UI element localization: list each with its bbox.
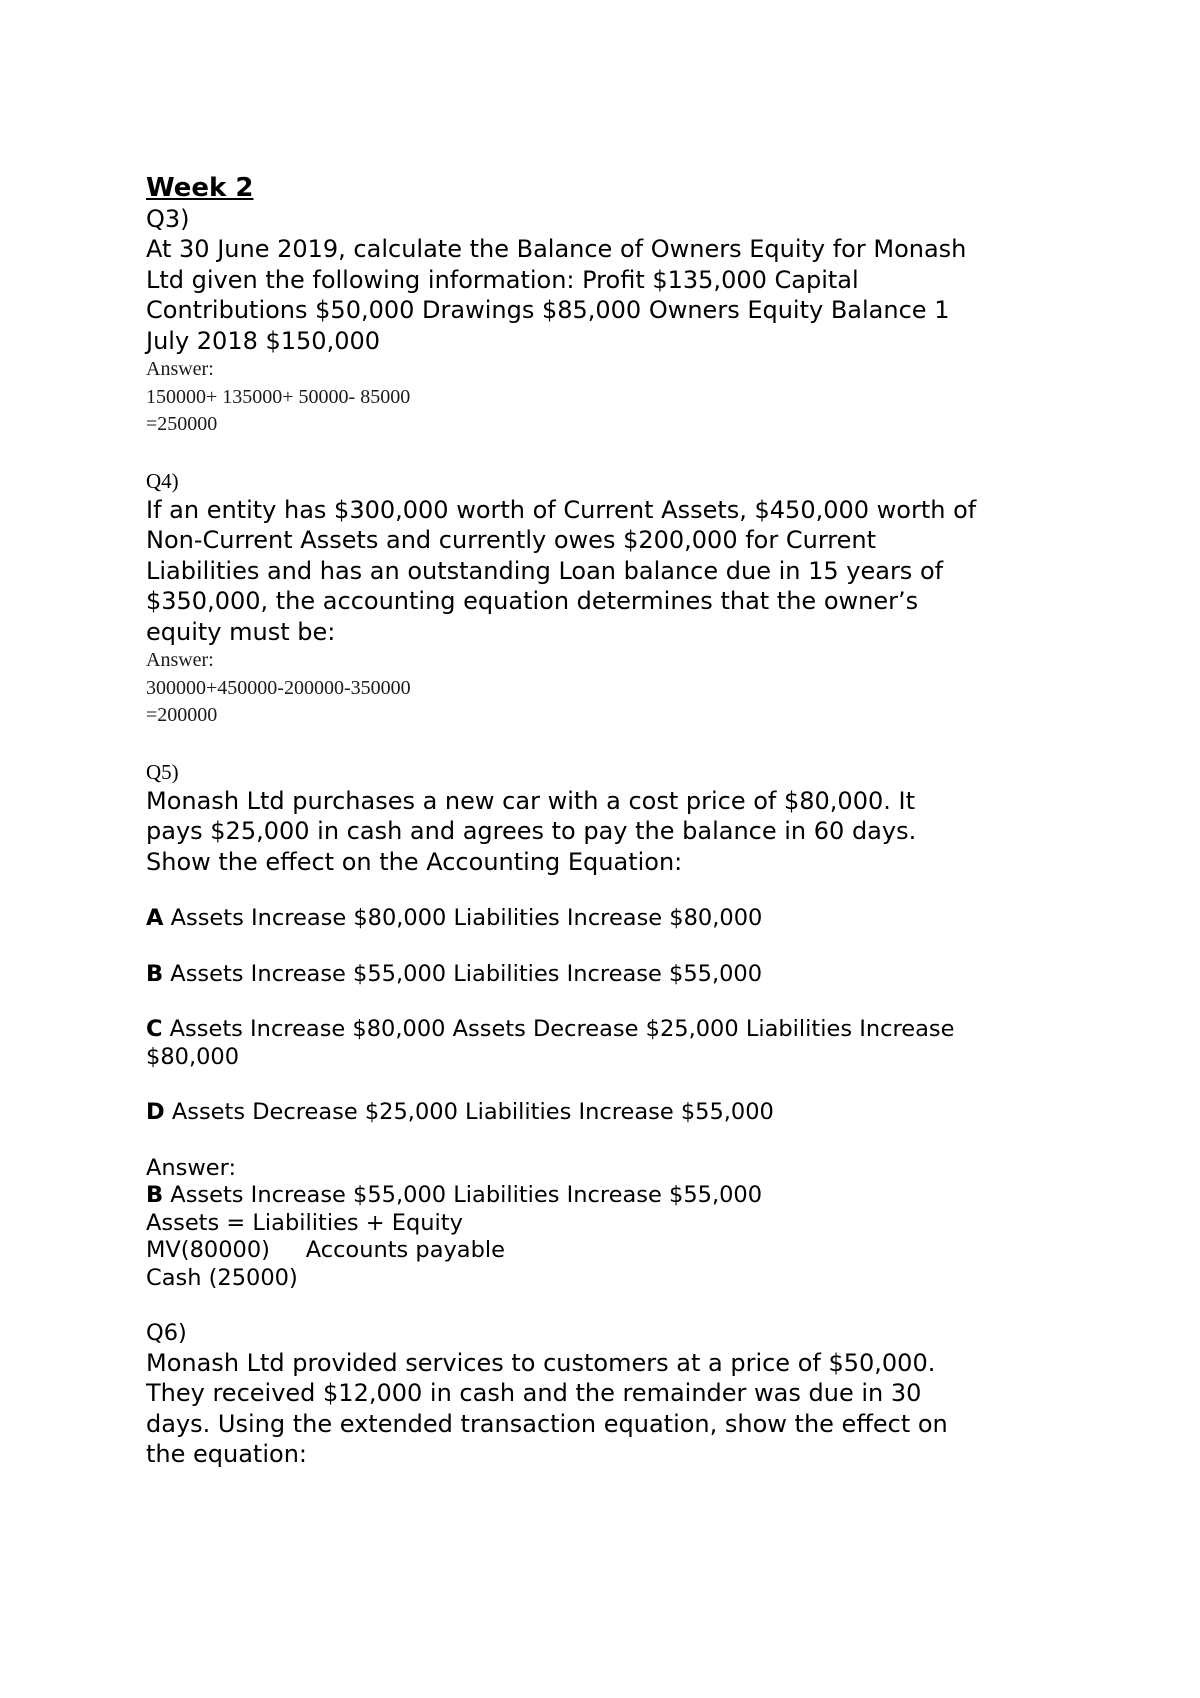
working-line: Assets = Liabilities + Equity [146,1209,463,1236]
answer-label: Answer: [146,358,214,380]
question-label: Q3) [146,205,190,233]
answer-line: 300000+450000-200000-350000 [146,676,411,699]
answer-choice [146,1182,1086,1210]
question-label: Q6) [146,1320,187,1346]
question-text-line: At 30 June 2019, calculate the Balance of Owners Equity for Monash [146,235,967,263]
option-letter: A [146,905,164,931]
question-q3 [146,204,1086,439]
option-text: Assets Decrease $25,000 Liabilities Increase $55,000 [164,1099,774,1125]
answer-line: =200000 [146,704,218,726]
answer-line: 150000+ 135000+ 50000- 85000 [146,385,411,408]
question-text-line: Non-Current Assets and currently owes $200,000 for Current [146,526,876,554]
option-c-continuation: $80,000 [146,1043,240,1070]
document-page [146,172,1086,1470]
question-q5 [146,758,1086,1293]
answer-label: Answer: [146,649,214,671]
question-text-line: Ltd given the following information: Profit $135,000 Capital [146,265,859,294]
option-c [146,1016,1086,1044]
option-letter: C [146,1016,163,1042]
question-text-line: the equation: [146,1440,307,1468]
answer-letter: B [146,1182,164,1208]
question-label: Q5) [146,759,179,784]
question-q4 [146,467,1086,730]
option-text: Assets Increase $80,000 Assets Decrease $25,000 Liabilities Increase [162,1016,955,1042]
answer-text: Assets Increase $55,000 Liabilities Increase $55,000 [163,1182,763,1208]
option-a [146,905,1086,933]
working-line: Cash (25000) [146,1264,298,1291]
question-text-line: days. Using the extended transaction equation, show the effect on [146,1409,948,1438]
option-text: Assets Increase $55,000 Liabilities Increase $55,000 [163,960,763,987]
question-text-line: July 2018 $150,000 [146,326,381,355]
question-text-line: equity must be: [146,617,336,646]
question-text-line: Show the effect on the Accounting Equation: [146,847,683,876]
working-line: MV(80000) Accounts payable [146,1237,505,1263]
question-text-line: Contributions $50,000 Drawings $85,000 Owners Equity Balance 1 [146,296,950,324]
answer-label: Answer: [146,1154,237,1181]
question-text-line: $350,000, the accounting equation determines that the owner’s [146,587,919,615]
question-q6 [146,1320,1086,1470]
option-d [146,1099,1086,1127]
question-text-line: If an entity has $300,000 worth of Current Assets, $450,000 worth of [146,495,977,524]
question-text-line: Monash Ltd purchases a new car with a cost price of $80,000. It [146,786,915,815]
page-title: Week 2 [146,173,254,203]
option-letter: B [146,960,164,987]
option-text: Assets Increase $80,000 Liabilities Increase $80,000 [163,905,763,931]
option-letter: D [146,1099,165,1125]
question-text-line: Liabilities and has an outstanding Loan balance due in 15 years of [146,556,944,585]
option-b [146,961,1086,989]
question-label: Q4) [146,468,179,493]
question-text-line: pays $25,000 in cash and agrees to pay the balance in 60 days. [146,817,917,845]
answer-line: =250000 [146,413,218,435]
question-text-line: They received $12,000 in cash and the remainder was due in 30 [146,1379,922,1407]
question-text-line: Monash Ltd provided services to customers at a price of $50,000. [146,1348,936,1377]
